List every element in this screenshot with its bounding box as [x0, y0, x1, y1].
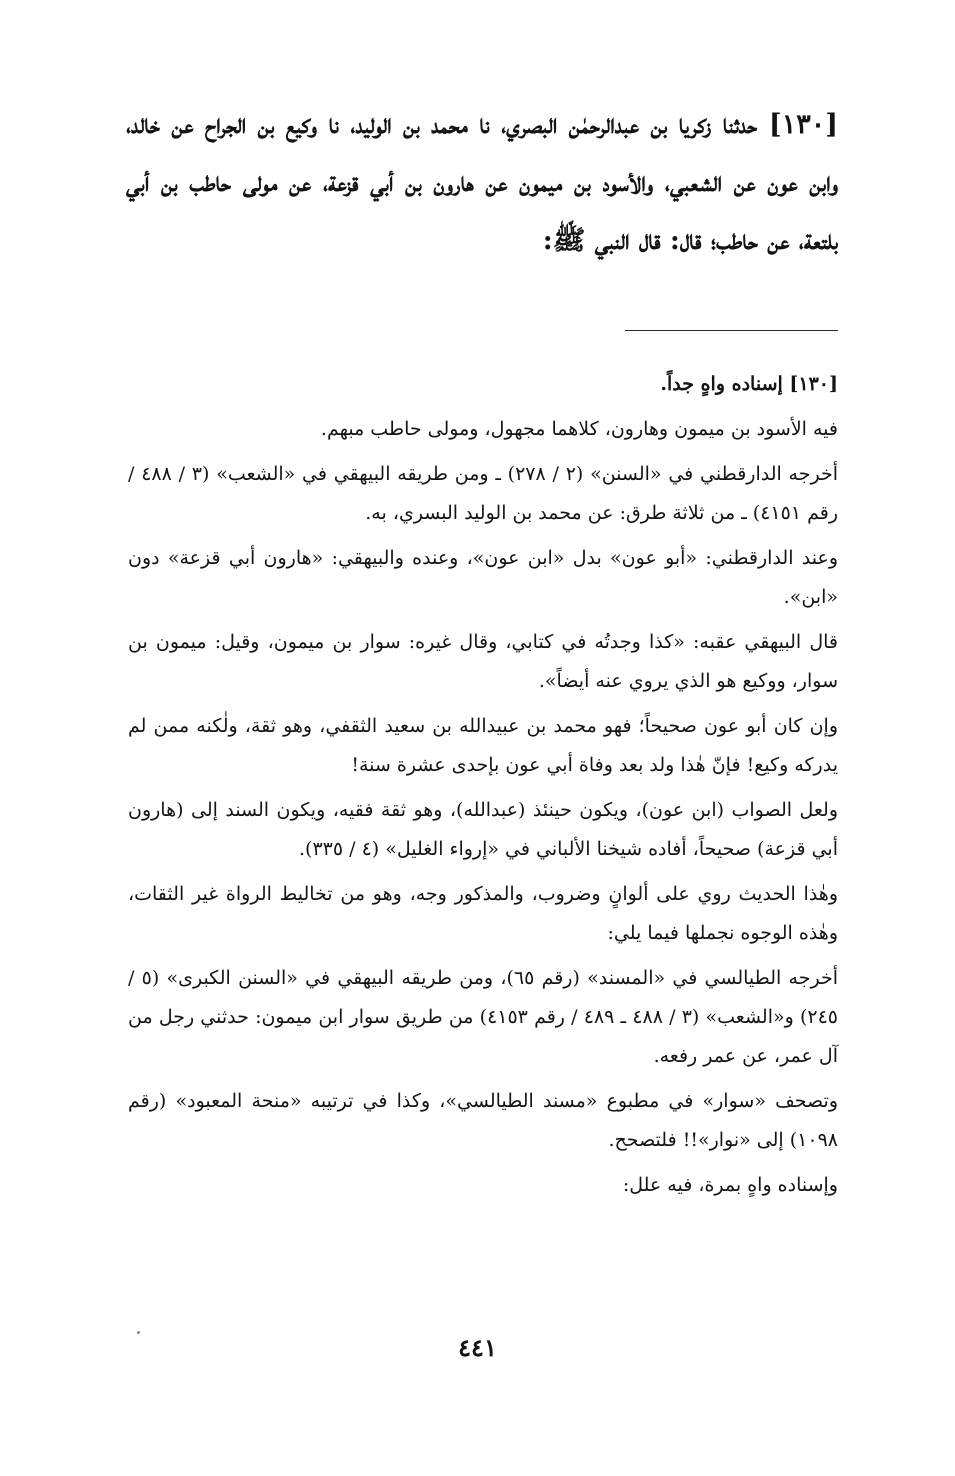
- footnote-paragraph: وإن كان أبو عون صحيحاً؛ فهو محمد بن عبيدالله بن سعيد الثقفي، وهو ثقة، ولٰكنه ممن لم يدركه وكيع! فإنّ هٰذا ولد بعد وفاة أبي عون بإحدى عشرة سنة!: [128, 715, 838, 776]
- footnote-separator: [625, 330, 838, 331]
- footnote-paragraph: فيه الأسود بن ميمون وهارون، كلاهما مجهول، ومولى حاطب مبهم.: [320, 418, 838, 440]
- footnote-paragraph: وإسناده واهٍ بمرة، فيه علل:: [622, 1174, 838, 1196]
- footnote-paragraph: أخرجه الدارقطني في «السنن» (٢ / ٢٧٨) ـ ومن طريقه البيهقي في «الشعب» (٣ / ٤٨٨ / رقم ٤١٥١) ـ من ثلاثة طرق: عن محمد بن الوليد البسري، به.: [128, 463, 838, 524]
- page-number: ٤٤١: [458, 1333, 497, 1362]
- footnote-heading: [١٣٠] إسناده واهٍ جداً.: [660, 373, 838, 395]
- footnote-paragraph: وهٰذا الحديث روي على ألوانٍ وضروب، والمذكور وجه، وهو من تخاليط الرواة غير الثقات، وهٰذه الوجوه نجملها فيما يلي:: [128, 883, 838, 944]
- footnote-paragraph: ولعل الصواب (ابن عون)، ويكون حينئذ (عبدالله)، وهو ثقة فقيه، ويكون السند إلى (هارون أبي قزعة) صحيحاً، أفاده شيخنا الألباني في «إرواء الغليل» (٤ / ٣٣٥).: [128, 799, 838, 860]
- footnotes-section: [128, 365, 838, 1211]
- footnote-paragraph: وعند الدارقطني: «أبو عون» بدل «ابن عون»، وعنده والبيهقي: «هارون أبي قزعة» دون «ابن».: [128, 547, 838, 608]
- footnote-paragraph: وتصحف «سوار» في مطبوع «مسند الطيالسي»، وكذا في ترتيبه «منحة المعبود» (رقم ١٠٩٨) إلى «نوار»!! فلتصحح.: [128, 1090, 838, 1151]
- hadith-main-text: [١٣٠] حدثنا زكريا بن عبدالرحمٰن البصري، نا محمد بن الوليد، نا وكيع بن الجراح عن خالد، وابن عون عن الشعبي، والأسود بن ميمون عن هارون بن أبي قزعة، عن مولى حاطب بن أبي بلتعة، عن حاطب؛ قال: قال النبي ﷺ:: [126, 109, 838, 256]
- footnote-paragraph: قال البيهقي عقبه: «كذا وجدتُه في كتابي، وقال غيره: سوار بن ميمون، وقيل: ميمون بن سوار، ووكيع هو الذي يروي عنه أيضاً».: [128, 631, 838, 692]
- footnote-paragraph: أخرجه الطيالسي في «المسند» (رقم ٦٥)، ومن طريقه البيهقي في «السنن الكبرى» (٥ / ٢٤٥) و«الشعب» (٣ / ٤٨٨ ـ ٤٨٩ / رقم ٤١٥٣) من طريق سوار ابن ميمون: حدثني رجل من آل عمر، عن عمر رفعه.: [128, 967, 838, 1067]
